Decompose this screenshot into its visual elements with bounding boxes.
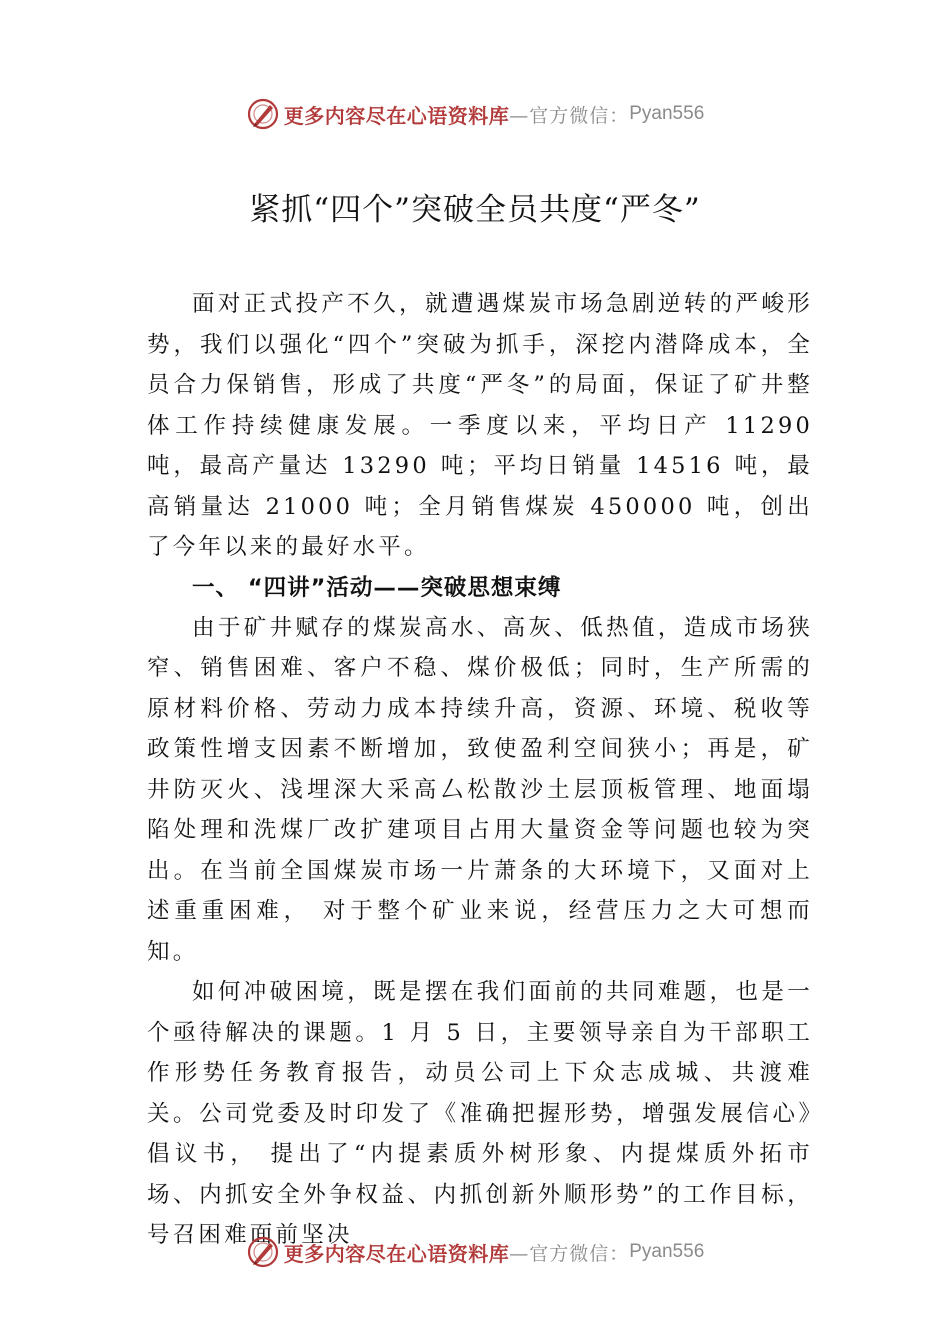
section-paragraph: 由于矿井赋存的煤炭高水、高灰、低热值，造成市场狭窄、销售困难、客户不稳、煤价极低；同时，生产所需的原材料价格、劳动力成本持续升高，资源、环境、税收等政策性增支因素不断增加，致使盈利空间狭小；再是，矿井防灭火、浅埋深大采高厶松散沙土层顶板管理、地面塌陷处理和洗煤厂改扩建项目占用大量资金等问题也较为突出。在当前全国煤炭市场一片萧条的大环境下，又面对上述重重困难， 对于整个矿业来说，经营压力之大可想而知。 bbox=[147, 614, 813, 965]
document-body bbox=[147, 284, 813, 1256]
section-paragraph: 如何冲破困境，既是摆在我们面前的共同难题，也是一个亟待解决的课题。1 月 5 日，主要领导亲自为干部职工作形势任务教育报告，动员公司上下众志成城、共渡难关。公司党委及时印发了《准确把握形势，增强发展信心》倡议书， 提出了“内提素质外树形象、内提煤质外拓市场、内抓安全外争权益、内抓创新外顺形势”的工作目标，号召困难面前坚决 bbox=[147, 979, 813, 1248]
watermark-separator: —官方微信： bbox=[509, 1242, 630, 1265]
watermark-wechat-id: Pyan556 bbox=[629, 103, 705, 124]
watermark-site-text: 更多内容尽在心语资料库 bbox=[283, 103, 510, 128]
pen-logo-icon bbox=[246, 1235, 280, 1269]
watermark-wechat-id: Pyan556 bbox=[629, 1241, 705, 1262]
document-title: 紧抓“四个”突破全员共度“严冬” bbox=[249, 192, 701, 228]
watermark-site-text: 更多内容尽在心语资料库 bbox=[283, 1241, 510, 1266]
watermark-separator: —官方微信： bbox=[509, 104, 630, 127]
watermark-banner-top bbox=[0, 94, 950, 134]
section-heading: 一、 “四讲”活动——突破思想束缚 bbox=[192, 574, 562, 601]
pen-logo-icon bbox=[246, 97, 280, 131]
watermark-banner-bottom bbox=[0, 1232, 950, 1272]
intro-paragraph: 面对正式投产不久，就遭遇煤炭市场急剧逆转的严峻形势，我们以强化“四个”突破为抓手，深挖内潜降成本，全员合力保销售，形成了共度“严冬”的局面，保证了矿井整体工作持续健康发展。一季度以来，平均日产 11290 吨，最高产量达 13290 吨；平均日销量 14516 吨，最高销量达 21000 吨；全月销售煤炭 450000 吨，创出了今年以来的最好水平。 bbox=[147, 291, 813, 560]
